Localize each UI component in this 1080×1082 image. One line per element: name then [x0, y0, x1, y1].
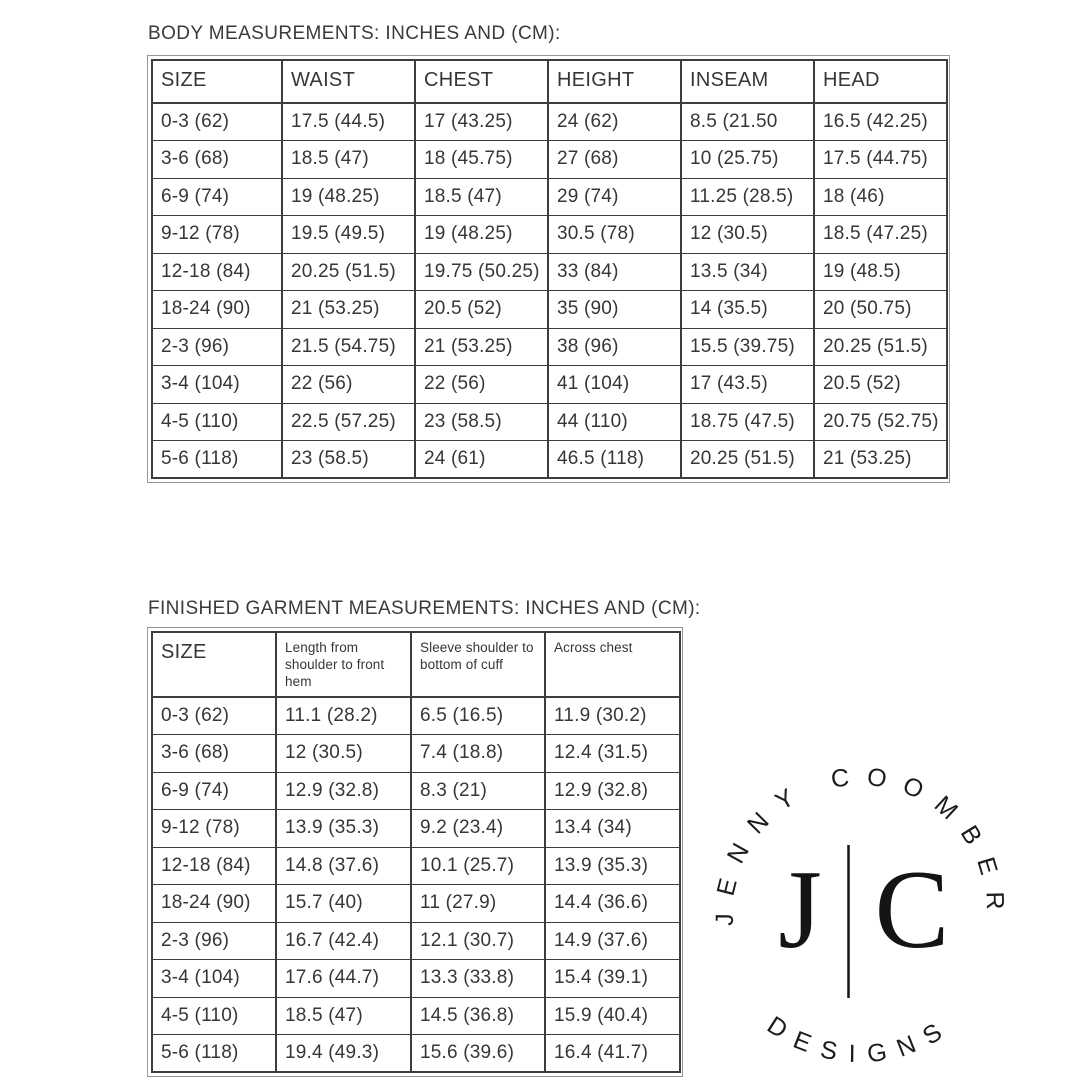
cell: 5-6 (118)	[152, 441, 282, 479]
cell: 13.4 (34)	[545, 810, 680, 848]
cell: 17.5 (44.75)	[814, 141, 947, 179]
cell: 15.6 (39.6)	[411, 1035, 545, 1073]
cell: 15.5 (39.75)	[681, 328, 814, 366]
cell: 7.4 (18.8)	[411, 735, 545, 773]
column-header-length-from-shoulder-to-front-hem: Length from shoulder to front hem	[276, 632, 411, 697]
cell: 19 (48.25)	[282, 178, 415, 216]
body-measurements-table-frame	[147, 55, 950, 483]
cell: 18.5 (47)	[276, 997, 411, 1035]
cell: 19.5 (49.5)	[282, 216, 415, 254]
table-row	[152, 772, 680, 810]
table-row	[152, 847, 680, 885]
cell: 3-6 (68)	[152, 735, 276, 773]
cell: 13.5 (34)	[681, 253, 814, 291]
column-header-waist: WAIST	[282, 60, 415, 103]
cell: 6-9 (74)	[152, 772, 276, 810]
logo-monogram-j: J	[778, 848, 822, 972]
body-measurements-title: BODY MEASUREMENTS: INCHES AND (CM):	[148, 23, 561, 44]
cell: 20 (50.75)	[814, 291, 947, 329]
cell: 4-5 (110)	[152, 997, 276, 1035]
cell: 14.8 (37.6)	[276, 847, 411, 885]
cell: 20.25 (51.5)	[681, 441, 814, 479]
cell: 8.5 (21.50	[681, 103, 814, 141]
cell: 0-3 (62)	[152, 103, 282, 141]
cell: 15.7 (40)	[276, 885, 411, 923]
cell: 12-18 (84)	[152, 847, 276, 885]
cell: 20.75 (52.75)	[814, 403, 947, 441]
cell: 41 (104)	[548, 366, 681, 404]
cell: 6-9 (74)	[152, 178, 282, 216]
cell: 11.9 (30.2)	[545, 697, 680, 735]
table-row	[152, 697, 680, 735]
cell: 19 (48.25)	[415, 216, 548, 254]
table-row	[152, 735, 680, 773]
cell: 18-24 (90)	[152, 885, 276, 923]
table-row	[152, 403, 947, 441]
garment-measurements-table-frame	[147, 627, 683, 1077]
table-row	[152, 1035, 680, 1073]
cell: 16.7 (42.4)	[276, 922, 411, 960]
cell: 20.5 (52)	[814, 366, 947, 404]
column-header-height: HEIGHT	[548, 60, 681, 103]
cell: 2-3 (96)	[152, 922, 276, 960]
cell: 20.5 (52)	[415, 291, 548, 329]
cell: 18.5 (47.25)	[814, 216, 947, 254]
cell: 8.3 (21)	[411, 772, 545, 810]
table-row	[152, 997, 680, 1035]
cell: 0-3 (62)	[152, 697, 276, 735]
cell: 20.25 (51.5)	[282, 253, 415, 291]
cell: 16.4 (41.7)	[545, 1035, 680, 1073]
cell: 12 (30.5)	[276, 735, 411, 773]
cell: 33 (84)	[548, 253, 681, 291]
cell: 18.5 (47)	[415, 178, 548, 216]
header-row	[152, 632, 680, 697]
cell: 23 (58.5)	[415, 403, 548, 441]
cell: 9-12 (78)	[152, 810, 276, 848]
cell: 6.5 (16.5)	[411, 697, 545, 735]
cell: 17 (43.25)	[415, 103, 548, 141]
cell: 12 (30.5)	[681, 216, 814, 254]
cell: 14.5 (36.8)	[411, 997, 545, 1035]
cell: 19.75 (50.25)	[415, 253, 548, 291]
cell: 13.9 (35.3)	[545, 847, 680, 885]
cell: 12.9 (32.8)	[276, 772, 411, 810]
cell: 16.5 (42.25)	[814, 103, 947, 141]
cell: 11.1 (28.2)	[276, 697, 411, 735]
cell: 29 (74)	[548, 178, 681, 216]
cell: 3-4 (104)	[152, 960, 276, 998]
cell: 30.5 (78)	[548, 216, 681, 254]
jenny-coomber-designs-logo	[690, 742, 1030, 1082]
column-header-across-chest: Across chest	[545, 632, 680, 697]
cell: 17 (43.5)	[681, 366, 814, 404]
cell: 19 (48.5)	[814, 253, 947, 291]
column-header-chest: CHEST	[415, 60, 548, 103]
table-row	[152, 178, 947, 216]
cell: 18.5 (47)	[282, 141, 415, 179]
cell: 13.3 (33.8)	[411, 960, 545, 998]
column-header-size: SIZE	[152, 632, 276, 697]
cell: 14 (35.5)	[681, 291, 814, 329]
column-header-size: SIZE	[152, 60, 282, 103]
table-row	[152, 328, 947, 366]
cell: 9.2 (23.4)	[411, 810, 545, 848]
cell: 17.6 (44.7)	[276, 960, 411, 998]
cell: 18 (45.75)	[415, 141, 548, 179]
column-header-inseam: INSEAM	[681, 60, 814, 103]
column-header-head: HEAD	[814, 60, 947, 103]
body-measurements-table	[151, 59, 948, 479]
garment-measurements-title: FINISHED GARMENT MEASUREMENTS: INCHES AND (CM):	[148, 598, 701, 619]
garment-measurements-table	[151, 631, 681, 1073]
table-row	[152, 885, 680, 923]
cell: 17.5 (44.5)	[282, 103, 415, 141]
cell: 21 (53.25)	[415, 328, 548, 366]
cell: 18-24 (90)	[152, 291, 282, 329]
cell: 12.1 (30.7)	[411, 922, 545, 960]
header-row	[152, 60, 947, 103]
cell: 21 (53.25)	[814, 441, 947, 479]
cell: 12.9 (32.8)	[545, 772, 680, 810]
cell: 3-6 (68)	[152, 141, 282, 179]
cell: 19.4 (49.3)	[276, 1035, 411, 1073]
logo-monogram-c: C	[874, 848, 950, 972]
cell: 12.4 (31.5)	[545, 735, 680, 773]
table-row	[152, 291, 947, 329]
table-row	[152, 441, 947, 479]
cell: 21 (53.25)	[282, 291, 415, 329]
cell: 10.1 (25.7)	[411, 847, 545, 885]
cell: 14.9 (37.6)	[545, 922, 680, 960]
cell: 12-18 (84)	[152, 253, 282, 291]
cell: 11.25 (28.5)	[681, 178, 814, 216]
table-row	[152, 216, 947, 254]
table-row	[152, 141, 947, 179]
cell: 23 (58.5)	[282, 441, 415, 479]
table-row	[152, 103, 947, 141]
cell: 15.9 (40.4)	[545, 997, 680, 1035]
cell: 22.5 (57.25)	[282, 403, 415, 441]
cell: 18 (46)	[814, 178, 947, 216]
cell: 20.25 (51.5)	[814, 328, 947, 366]
table-row	[152, 960, 680, 998]
cell: 15.4 (39.1)	[545, 960, 680, 998]
cell: 13.9 (35.3)	[276, 810, 411, 848]
cell: 22 (56)	[282, 366, 415, 404]
table-row	[152, 810, 680, 848]
cell: 3-4 (104)	[152, 366, 282, 404]
cell: 5-6 (118)	[152, 1035, 276, 1073]
cell: 44 (110)	[548, 403, 681, 441]
column-header-sleeve-shoulder-to-bottom-of-cuff: Sleeve shoulder to bottom of cuff	[411, 632, 545, 697]
cell: 4-5 (110)	[152, 403, 282, 441]
cell: 9-12 (78)	[152, 216, 282, 254]
cell: 14.4 (36.6)	[545, 885, 680, 923]
cell: 24 (62)	[548, 103, 681, 141]
cell: 18.75 (47.5)	[681, 403, 814, 441]
cell: 21.5 (54.75)	[282, 328, 415, 366]
logo-arc-top-text: JENNY COOMBER	[710, 762, 1010, 926]
table-row	[152, 366, 947, 404]
cell: 27 (68)	[548, 141, 681, 179]
cell: 24 (61)	[415, 441, 548, 479]
cell: 38 (96)	[548, 328, 681, 366]
table-row	[152, 253, 947, 291]
cell: 35 (90)	[548, 291, 681, 329]
cell: 11 (27.9)	[411, 885, 545, 923]
cell: 46.5 (118)	[548, 441, 681, 479]
cell: 10 (25.75)	[681, 141, 814, 179]
table-row	[152, 922, 680, 960]
cell: 22 (56)	[415, 366, 548, 404]
logo-arc-bottom-text: DESIGNS	[762, 1010, 958, 1069]
cell: 2-3 (96)	[152, 328, 282, 366]
